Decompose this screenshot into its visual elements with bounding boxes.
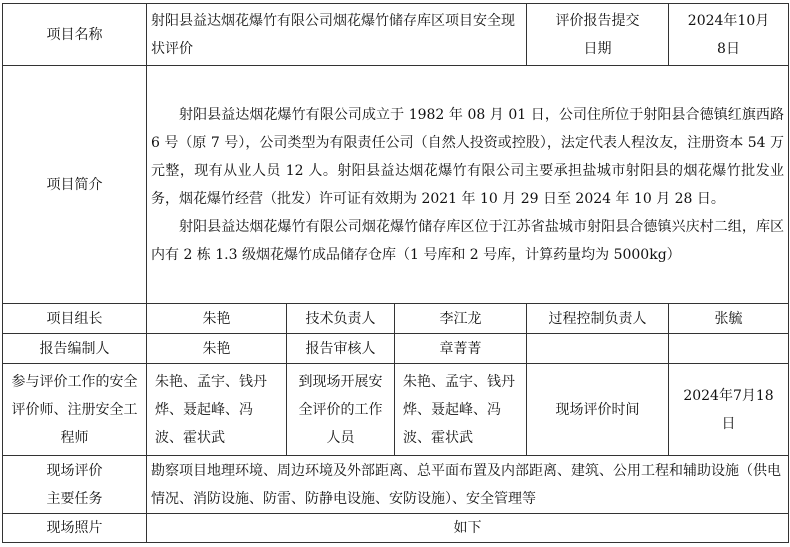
tech-lead-value: 李江龙 [395, 304, 527, 334]
onsite-staff-value: 朱艳、孟宇、钱丹烨、聂起峰、冯波、霍状武 [395, 364, 527, 456]
onsite-time-value: 2024年7月18日 [669, 364, 789, 456]
participants-label: 参与评价工作的安全评价师、注册安全工程师 [3, 364, 147, 456]
project-info-table [2, 3, 789, 543]
process-control-label: 过程控制负责人 [527, 304, 669, 334]
tech-lead-label: 技术负责人 [287, 304, 395, 334]
project-name-value: 射阳县益达烟花爆竹有限公司烟花爆竹储存库区项目安全现状评价 [147, 4, 527, 66]
report-date-label: 评价报告提交日期 [527, 4, 669, 66]
onsite-photos-label: 现场照片 [3, 514, 147, 543]
empty-cell [669, 334, 789, 364]
report-reviewer-value: 章菁菁 [395, 334, 527, 364]
row-team-leader [3, 304, 789, 334]
onsite-time-label: 现场评价时间 [527, 364, 669, 456]
row-onsite-photos [3, 514, 789, 543]
row-onsite-tasks [3, 456, 789, 514]
row-participants [3, 364, 789, 456]
row-report-author [3, 334, 789, 364]
onsite-tasks-label: 现场评价主要任务 [3, 456, 147, 514]
project-name-label: 项目名称 [3, 4, 147, 66]
row-project-intro [3, 66, 789, 304]
row-project-name [3, 4, 789, 66]
participants-value: 朱艳、孟宇、钱丹烨、聂起峰、冯波、霍状武 [147, 364, 287, 456]
onsite-tasks-value: 勘察项目地理环境、周边环境及外部距离、总平面布置及内部距离、建筑、公用工程和辅助设施（供电情况、消防设施、防雷、防静电设施、安防设施）、安全管理等 [147, 456, 789, 514]
onsite-staff-label: 到现场开展安全评价的工作人员 [287, 364, 395, 456]
report-author-label: 报告编制人 [3, 334, 147, 364]
report-author-value: 朱艳 [147, 334, 287, 364]
process-control-value: 张毓 [669, 304, 789, 334]
project-intro-cell [147, 66, 789, 304]
intro-paragraph-1: 射阳县益达烟花爆竹有限公司成立于 1982 年 08 月 01 日，公司住所位于射阳县合德镇红旗西路 6 号（原 7 号），公司类型为有限责任公司（自然人投资或控股），法定代表人程汝友，注册资本 54 万元整，现有从业人员 12 人。射阳县益达烟花爆竹有限公司主要承担盐城市射阳县的烟花爆竹批发业务，烟花爆竹经营（批发）许可证有效期为 2021 年 10 月 29 日至 2024 年 10 月 28 日。 [151, 106, 785, 207]
project-intro-label: 项目简介 [3, 66, 147, 304]
intro-paragraph-2: 射阳县益达烟花爆竹有限公司烟花爆竹储存库区位于江苏省盐城市射阳县合德镇兴庆村二组，库区内有 2 栋 1.3 级烟花爆竹成品储存仓库（1 号库和 2 号库，计算药量均为 5000kg） [151, 218, 785, 263]
team-leader-value: 朱艳 [147, 304, 287, 334]
report-date-value: 2024年10月8日 [669, 4, 789, 66]
team-leader-label: 项目组长 [3, 304, 147, 334]
report-reviewer-label: 报告审核人 [287, 334, 395, 364]
onsite-photos-value: 如下 [147, 514, 789, 543]
empty-cell [527, 334, 669, 364]
